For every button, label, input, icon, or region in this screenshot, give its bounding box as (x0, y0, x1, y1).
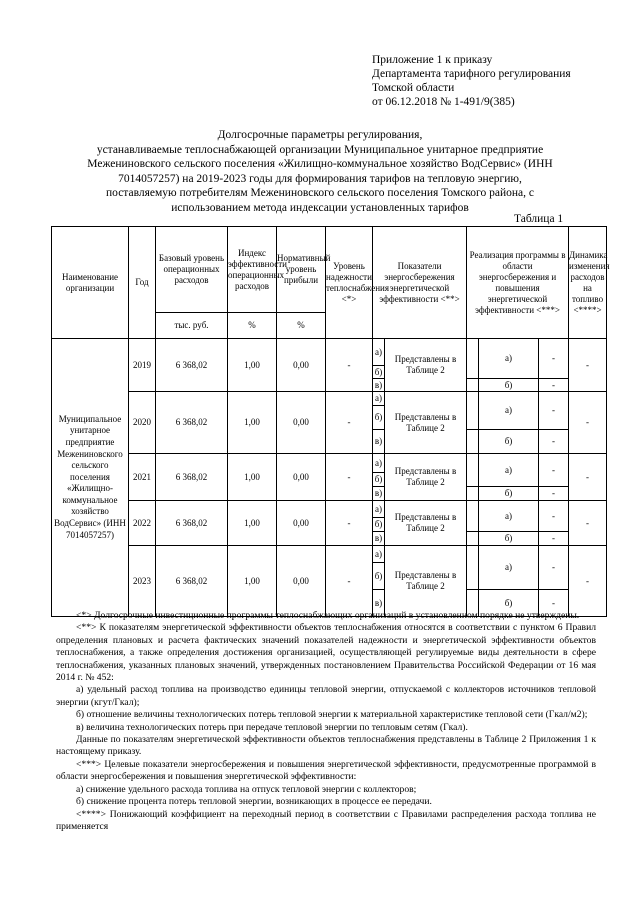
year-cell: 2023 (129, 546, 156, 617)
program-a-cell: - (539, 546, 569, 590)
energy-cell: Представлены в Таблице 2 (385, 339, 467, 392)
reliability-cell: - (326, 392, 373, 454)
title-line: использованием метода индексации установленных тарифов (171, 201, 469, 214)
program-a-label: а) (479, 454, 539, 487)
profit-cell: 0,00 (277, 339, 326, 392)
spacer (467, 430, 479, 454)
reliability-cell: - (326, 454, 373, 501)
label-a: а) (373, 546, 385, 563)
dynamics-cell: - (569, 546, 607, 617)
parameters-table (51, 226, 610, 617)
spacer (467, 454, 479, 487)
spacer (467, 487, 479, 501)
base-cell: 6 368,02 (156, 392, 228, 454)
program-a-cell: - (539, 501, 569, 532)
label-b: б) (373, 563, 385, 590)
profit-cell: 0,00 (277, 392, 326, 454)
reliability-cell: - (326, 501, 373, 546)
year-cell: 2022 (129, 501, 156, 546)
program-b-cell: - (539, 590, 569, 617)
appendix-line: Томской области (372, 82, 455, 94)
base-cell: 6 368,02 (156, 454, 228, 501)
footnote: б) снижение процента потерь тепловой энергии, возникающих в процессе ее передачи. (76, 796, 432, 808)
label-b: б) (373, 473, 385, 487)
appendix-header (372, 53, 571, 109)
header-energy: Показатели энергосбережения энергетической эффективности <**> (373, 227, 467, 339)
unit-base: тыс. руб. (156, 313, 228, 339)
header-index: Индекс эффективности операционных расходов (228, 227, 277, 313)
footnote: <****> Понижающий коэффициент на переходный период в соответствии с Правилами распределения расхода топлива не применяется (56, 808, 596, 832)
label-a (467, 339, 479, 379)
program-b-cell: - (539, 430, 569, 454)
program-b-label: б) (479, 532, 539, 546)
spacer (467, 501, 479, 532)
base-cell: 6 368,02 (156, 339, 228, 392)
label-a: а) (373, 501, 385, 518)
program-b-label: б) (479, 487, 539, 501)
table-label: Таблица 1 (514, 213, 564, 225)
header-programs: Реализация программы в области энергосбережения и повышения энергетической эффективности <***> (467, 227, 569, 339)
program-a-label: а) (479, 546, 539, 590)
profit-cell: 0,00 (277, 454, 326, 501)
footnote: в) величина технологических потерь при передаче тепловой энергии по тепловым сетям (Гкал). (76, 721, 468, 733)
appendix-line: от 06.12.2018 № 1-491/9(385) (372, 96, 515, 108)
energy-cell: Представлены в Таблице 2 (385, 454, 467, 501)
base-cell: 6 368,02 (156, 501, 228, 546)
footnotes (56, 610, 596, 833)
spacer (467, 379, 479, 392)
header-year: Год (129, 227, 156, 339)
label-v: в) (373, 590, 385, 617)
program-a-cell: - (539, 392, 569, 430)
footnote: <***> Целевые показатели энергосбережения и повышения энергетической эффективности, предусмотренные программой в области энергосбережения и повышения энергетической эффективности: (56, 758, 596, 783)
label-v: в) (373, 379, 385, 392)
footnote: <**> К показателям энергетической эффективности объектов теплоснабжения относятся в соответствии с пунктом 6 Правил определения плановых и расчета фактических значений показателей надежности и энергетической эффективности объектов теплоснабжения, а также определения достижения организацией, осуществляющей регулируемые виды деятельности в сфере теплоснабжения, указанных плановых значений, утвержденных постановлением Правительства Российской Федерации от 16 мая 2014 г. № 452: (56, 622, 596, 684)
title-line: устанавливаемые теплоснабжающей организации Муниципальное унитарное предприятие (96, 143, 544, 156)
program-b-cell: - (539, 532, 569, 546)
reliability-cell: - (326, 339, 373, 392)
appendix-line: Департамента тарифного регулирования (372, 68, 571, 80)
footnote: б) отношение величины технологических потерь тепловой энергии к материальной характеристике тепловой сети (Гкал/м2); (76, 709, 588, 721)
label-v: в) (373, 430, 385, 454)
header-profit: Нормативный уровень прибыли (277, 227, 326, 313)
year-cell: 2020 (129, 392, 156, 454)
program-b-label: б) (479, 379, 539, 392)
header-reliability: Уровень надежности теплоснабжения <*> (326, 227, 373, 339)
label-b: б) (373, 518, 385, 532)
label-a: а) (373, 339, 385, 366)
year-cell: 2021 (129, 454, 156, 501)
org-name: Муниципальное унитарное предприятие Межениновского сельского поселения «Жилищно-коммунальное хозяйство ВодСервис» (ИНН 7014057257) (52, 339, 129, 617)
footnote: а) удельный расход топлива на производство единицы тепловой энергии, отпускаемой с коллекторов источников тепловой энергии (кгут/Гкал); (56, 684, 596, 708)
profit-cell: 0,00 (277, 501, 326, 546)
dynamics-cell: - (569, 339, 607, 392)
footnote: <*> Долгосрочные инвестиционные программы теплоснабжающих организаций в установленном порядке не утверждены. (76, 610, 580, 621)
year-cell: 2019 (129, 339, 156, 392)
index-cell: 1,00 (228, 339, 277, 392)
header-dynamics: Динамика изменения расходов на топливо <****> (569, 227, 607, 339)
unit-index: % (228, 313, 277, 339)
program-a-cell: - (539, 454, 569, 487)
program-a-label: а) (479, 501, 539, 532)
program-a-cell: - (539, 339, 569, 379)
program-b-cell: - (539, 379, 569, 392)
footnote: а) снижение удельного расхода топлива на отпуск тепловой энергии с коллекторов; (76, 783, 417, 795)
base-cell: 6 368,02 (156, 546, 228, 617)
label-v: в) (373, 532, 385, 546)
energy-cell: Представлены в Таблице 2 (385, 392, 467, 454)
program-a-label: а) (479, 392, 539, 430)
label-b: б) (373, 406, 385, 430)
dynamics-cell: - (569, 501, 607, 546)
label-a: а) (373, 454, 385, 473)
spacer (467, 546, 479, 590)
appendix-line: Приложение 1 к приказу (372, 54, 493, 66)
program-a-label: а) (479, 339, 539, 379)
index-cell: 1,00 (228, 454, 277, 501)
label-a: а) (373, 392, 385, 406)
unit-profit: % (277, 313, 326, 339)
label-v: в) (373, 487, 385, 501)
label-b: б) (373, 366, 385, 379)
title-line: поставляемую потребителям Межениновского сельского поселения Томского района, с (106, 187, 534, 200)
header-org: Наименование организации (52, 227, 129, 339)
program-b-label: б) (479, 430, 539, 454)
header-base: Базовый уровень операционных расходов (156, 227, 228, 313)
energy-cell: Представлены в Таблице 2 (385, 546, 467, 617)
dynamics-cell: - (569, 454, 607, 501)
title-line: Межениновского сельского поселения «Жилищно-коммунальное хозяйство ВодСервис» (ИНН (87, 158, 553, 171)
profit-cell: 0,00 (277, 546, 326, 617)
spacer (467, 392, 479, 430)
program-b-label: б) (479, 590, 539, 617)
index-cell: 1,00 (228, 546, 277, 617)
energy-cell: Представлены в Таблице 2 (385, 501, 467, 546)
title-line: Долгосрочные параметры регулирования, (217, 129, 423, 141)
dynamics-cell: - (569, 392, 607, 454)
index-cell: 1,00 (228, 501, 277, 546)
document-title (40, 128, 600, 216)
spacer (467, 532, 479, 546)
footnote: Данные по показателям энергетической эффективности объектов теплоснабжения представлены в Таблице 2 Приложения 1 к настоящему приказу. (56, 734, 596, 758)
reliability-cell: - (326, 546, 373, 617)
title-line: 7014057257) на 2019-2023 годы для формирования тарифов на тепловую энергию, (118, 172, 522, 185)
program-b-cell: - (539, 487, 569, 501)
index-cell: 1,00 (228, 392, 277, 454)
